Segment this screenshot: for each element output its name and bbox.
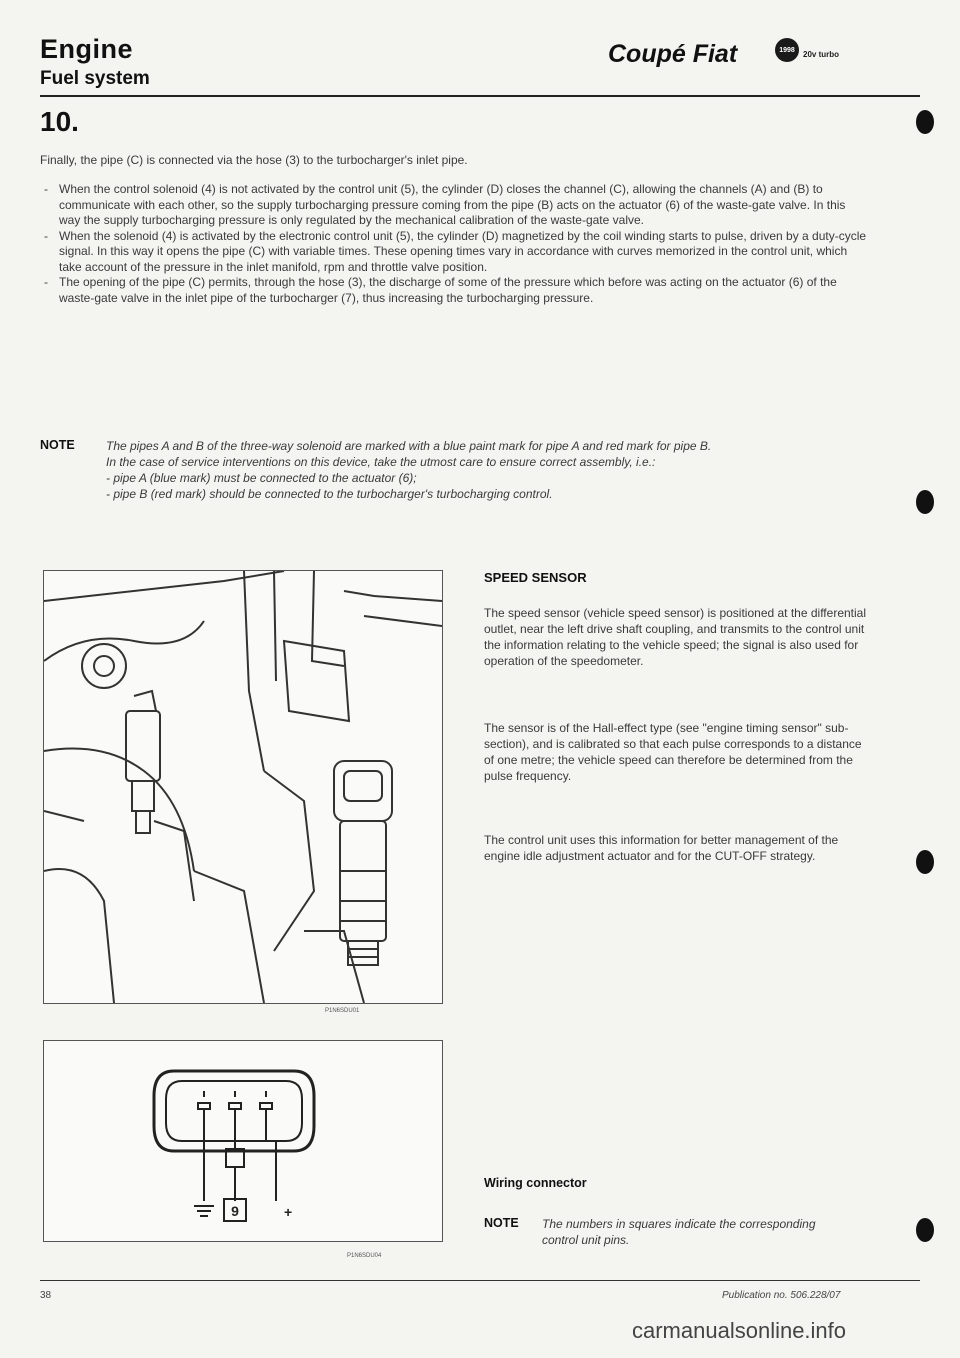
binder-hole bbox=[916, 490, 934, 514]
note-label: NOTE bbox=[40, 438, 75, 452]
model-variant: 20v turbo bbox=[803, 50, 840, 59]
list-item: - When the solenoid (4) is activated by the electronic control unit (5), the cylinder (D) magnetized by the coil winding starts to pulse, driven by a duty-cycle signal. In this way it opens the pipe (C) with variable times. These opening times vary in accordance with curves memorized in the control unit, which take account of the pressure in the inlet manifold, rpm and throttle valve position. bbox=[40, 229, 870, 276]
connector-drawing bbox=[44, 1041, 442, 1241]
logo-text: 1998 bbox=[779, 46, 795, 54]
figure-code: P1N6SDU01 bbox=[325, 1008, 360, 1014]
model-name: Coupé Fiat bbox=[608, 40, 738, 68]
plus-symbol: + bbox=[284, 1204, 293, 1220]
watermark: carmanualsonline.info bbox=[632, 1318, 847, 1343]
note-label: NOTE bbox=[484, 1216, 519, 1230]
binder-hole bbox=[916, 850, 934, 874]
binder-hole bbox=[916, 1218, 934, 1242]
section-heading: SPEED SENSOR bbox=[484, 570, 587, 585]
header-rule bbox=[40, 95, 920, 97]
speed-sensor-paragraph: The sensor is of the Hall-effect type (see "engine timing sensor" sub-section), and is calibrated so that each pulse corresponds to a distance of one metre; the vehicle speed can therefore be determined from the pulse frequency. bbox=[484, 721, 862, 783]
pin-number: 9 bbox=[231, 1203, 239, 1219]
speed-sensor-paragraph: The speed sensor (vehicle speed sensor) is positioned at the differential outlet, near the left drive shaft coupling, and transmits to the control unit the information relating to the vehicle speed; the signal is also used for operation of the speedometer. bbox=[484, 606, 867, 668]
wiring-heading: Wiring connector bbox=[484, 1176, 587, 1190]
bullet-list bbox=[40, 182, 870, 306]
page-number: 38 bbox=[40, 1290, 52, 1301]
note-line: - pipe B (red mark) should be connected to the turbocharger's turbocharging control. bbox=[106, 487, 553, 501]
section-number: 10. bbox=[40, 106, 79, 137]
note-line: The pipes A and B of the three-way solenoid are marked with a blue paint mark for pipe A and red mark for pipe B. bbox=[106, 439, 712, 453]
intro-paragraph: Finally, the pipe (C) is connected via the hose (3) to the turbocharger's inlet pipe. bbox=[40, 153, 468, 167]
page-subtitle: Fuel system bbox=[40, 68, 150, 89]
note-text: The numbers in squares indicate the corresponding control unit pins. bbox=[542, 1217, 816, 1247]
page-title: Engine bbox=[40, 34, 134, 64]
sensor-drawing bbox=[44, 571, 442, 1003]
speed-sensor-paragraph: The control unit uses this information for better management of the engine idle adjustment actuator and for the CUT-OFF strategy. bbox=[484, 833, 839, 863]
footer-rule bbox=[40, 1280, 920, 1281]
note-line: - pipe A (blue mark) must be connected to the actuator (6); bbox=[106, 471, 417, 485]
note-text bbox=[106, 438, 876, 502]
wiring-connector-diagram bbox=[43, 1040, 443, 1242]
brand-logo bbox=[775, 38, 799, 62]
figure-code: P1N6SDU04 bbox=[347, 1253, 382, 1259]
list-item: - The opening of the pipe (C) permits, through the hose (3), the discharge of some of the pressure which before was acting on the actuator (6) of the waste-gate valve in the inlet pipe of the turbocharger (7), thus increasing the turbocharging pressure. bbox=[40, 275, 870, 306]
speed-sensor-illustration bbox=[43, 570, 443, 1004]
publication-number: Publication no. 506.228/07 bbox=[722, 1290, 841, 1301]
binder-hole bbox=[916, 110, 934, 134]
note-line: In the case of service interventions on this device, take the utmost care to ensure correct assembly, i.e.: bbox=[106, 455, 656, 469]
list-item: - When the control solenoid (4) is not activated by the control unit (5), the cylinder (D) closes the channel (C), allowing the channels (A) and (B) to communicate with each other, so the supply turbocharging pressure coming from the pipe (B) acts on the actuator (6) of the waste-gate valve. In this way the supply turbocharging pressure is only regulated by the mechanical calibration of the waste-gate valve. bbox=[40, 182, 870, 229]
